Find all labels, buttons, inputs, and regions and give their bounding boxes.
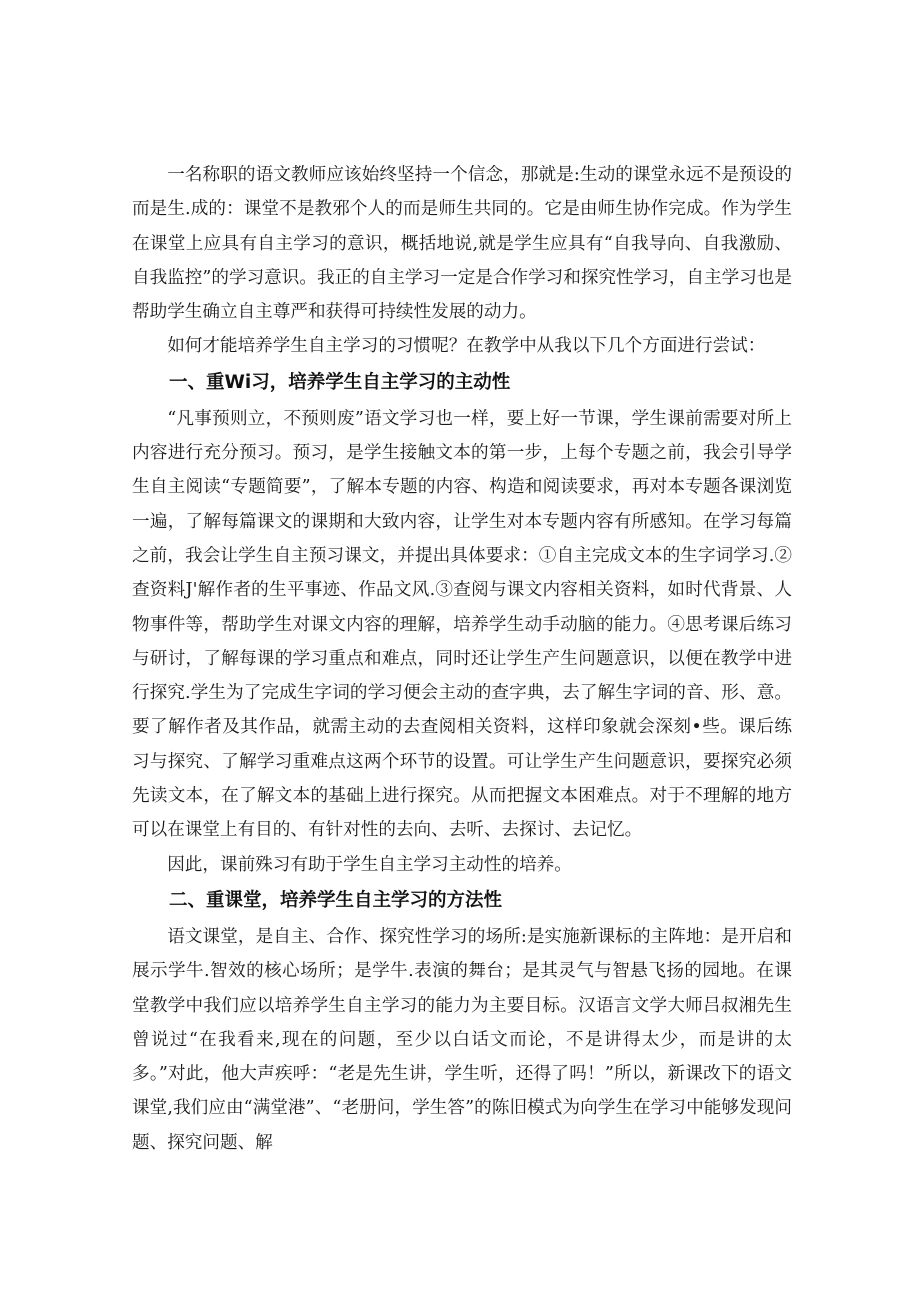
paragraph-intro: 一名称职的语文教师应该始终坚持一个信念，那就是:生动的课堂永远不是预设的而是生.成的：课堂不是教邪个人的而是师生共同的。它是由师生协作完成。作为学生在课堂上应具有自主学习的意识，概括地说,就是学生应具有“自我导向、自我激励、自我监控”的学习意识。我正的自主学习一定是合作学习和探究性学习，自主学习也是帮助学生确立自主尊严和获得可持续性发展的动力。 [132,165,792,323]
paragraph-question: 如何才能培养学生自主学习的习惯呢？在教学中从我以下几个方面进行尝试： [167,336,766,357]
paragraph-conclusion: 因此，课前殊习有助于学生自主学习主动性的培养。 [167,854,572,875]
section-heading-2: 二、重课堂，培养学生自主学习的方法性 [169,889,503,911]
paragraph-classroom: 语文课堂，是自主、合作、探究性学习的场所:是实施新课标的主阵地：是开启和展示学牛.智效的核心场所；是学牛.表演的舞台；是其灵气与智悬飞扬的园地。在课堂教学中我们应以培养学生自主学习的能力为主要目标。汉语言文学大师吕叔湘先生曾说过“在我看来,现在的问题，至少以白话文而论，不是讲得太少，而是讲的太多。”对此，他大声疾呼：“老是先生讲，学生听，还得了吗！”所以，新课改下的语文课堂,我们应由“满堂港”、“老册问，学生答”的陈旧模式为向学生在学习中能够发现问题、探究问题、解 [132,926,792,1153]
paragraph-preview: “凡事预则立，不预则废”语文学习也一样，要上好一节课，学生课前需要对所上内容进行充分预习。预习，是学生接触文本的第一步，上每个专题之前，我会引导学生自主阅读“专题简要”，了解本专题的内容、构造和阅读要求，再对本专题各课浏览一遍，了解每篇课文的课期和大致内容，让学生对本专题内容有所感知。在学习每篇之前，我会让学生自主预习课文，并提出具体要求：①自主完成文本的生字词学习.②查资料J'解作者的生平事迹、作品文风.③查阅与课文内容相关资料，如时代背景、人物事件等，帮助学生对课文内容的理解，培养学生动手动脑的能力。④思考课后练习与研讨，了解每课的学习重点和难点，同时还让学生产生问题意识，以便在教学中进行探究.学生为了完成生字词的学习便会主动的查字典，去了解生字词的音、形、意。要了解作者及其作品，就需主动的去查阅相关资料，这样印象就会深刻•些。课后练习与探究、了解学习重难点这两个环节的设置。可让学生产生问题意识，要探究必须先读文本，在了解文本的基础上进行探究。从而把握文本困难点。对于不理解的地方可以在课堂上有目的、有针对性的去向、去听、去探讨、去记忆。 [132,408,792,841]
section-heading-1: 一、重Wi习，培养学生自主学习的主动性 [169,371,511,393]
